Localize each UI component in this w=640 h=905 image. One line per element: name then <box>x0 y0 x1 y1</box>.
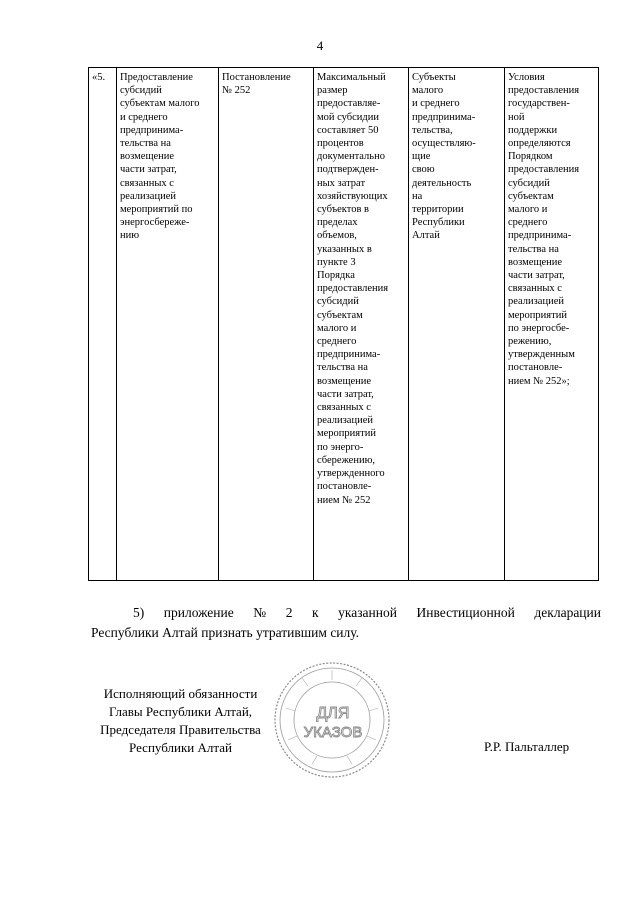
paragraph-word: указанной <box>338 605 397 620</box>
measure-name-cell: Предоставление субсидий субъектам малого и среднего предпринима- тельства на возмещение части затрат, связанных с реализацией мероприятий по энергосбереже- нию <box>117 68 219 581</box>
paragraph-word: к <box>312 605 319 620</box>
paragraph-word: Инвестиционной <box>416 605 515 620</box>
paragraph-word: приложение <box>163 605 234 620</box>
page-number: 4 <box>316 38 324 53</box>
legal-act-cell: Постановление № 252 <box>219 68 314 581</box>
paragraph-line-1 <box>91 603 601 623</box>
paragraph-word: 2 <box>285 605 293 620</box>
amendment-paragraph <box>91 603 601 643</box>
table-row <box>89 68 599 581</box>
signatory-name: Р.Р. Пальталлер <box>484 739 570 754</box>
paragraph-line-2: Республики Алтай признать утратившим силу. <box>91 625 360 640</box>
signatory-position <box>83 685 278 757</box>
recipients-cell: Субъекты малого и среднего предпринима- тельства, осуществляю- щие свою деятельность на территории Республики Алтай <box>409 68 505 581</box>
official-stamp <box>272 660 392 780</box>
paragraph-word: 5) <box>133 605 145 620</box>
stamp-text-sub: УКАЗОВ <box>303 724 363 741</box>
support-amount-cell: Максимальный размер предоставляе- мой субсидии составляет 50 процентов документально подтвержден- ных затрат хозяйствующих субъектов в пределах объемов, указанных в пункте 3 Порядка предоставления субсидий субъектам малого и среднего предпринима- тельства на возмещение части затрат, связанных с реализацией мероприятий по энерго- сбережению, утвержденного постановле- нием № 252 <box>314 68 409 581</box>
stamp-text-main: ДЛЯ <box>316 705 350 722</box>
signatory-position-text: Исполняющий обязанности Главы Республики Алтай, Председателя Правительства Республики Алтай <box>100 686 261 755</box>
paragraph-word: № <box>253 605 267 620</box>
paragraph-word: декларации <box>534 605 601 620</box>
declaration-table <box>88 67 599 581</box>
item-number-cell: «5. <box>89 68 117 581</box>
conditions-cell: Условия предоставления государствен- ной поддержки определяются Порядком предоставления субсидий субъектам малого и среднего предпринима- тельства на возмещение части затрат, связанных с реализацией мероприятий по энергосбе- режению, утвержденным постановле- нием № 252»; <box>505 68 599 581</box>
